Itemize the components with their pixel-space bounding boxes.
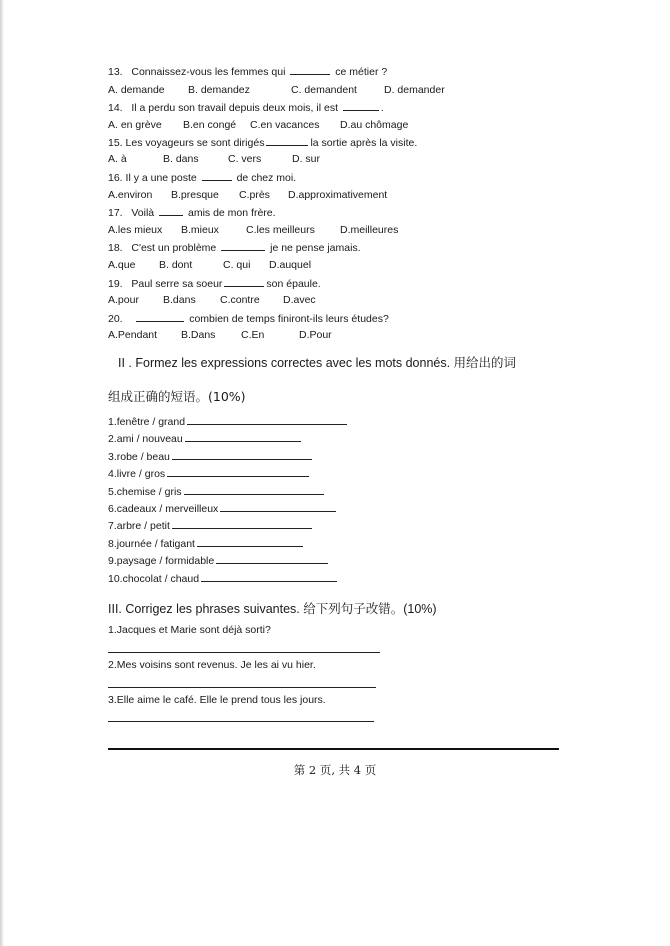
question-text: je ne pense jamais. xyxy=(270,242,361,254)
answer-line[interactable] xyxy=(167,466,309,477)
footer-rule xyxy=(108,748,559,750)
question-18 xyxy=(108,241,361,254)
answer-line[interactable] xyxy=(216,553,328,564)
question-text: C'est un problème xyxy=(131,242,217,254)
question-number: 15. xyxy=(108,137,123,149)
expression-item: 9.paysage / formidable xyxy=(108,553,330,567)
expression-item: 1.fenêtre / grand xyxy=(108,414,349,428)
option-c[interactable]: C.près xyxy=(239,189,270,201)
option-b[interactable]: B. demandez xyxy=(188,84,250,96)
question-text: Il a perdu son travail depuis deux mois, il est xyxy=(131,102,338,114)
answer-blank[interactable] xyxy=(221,241,265,251)
option-b[interactable]: B.mieux xyxy=(181,224,219,236)
section-2-title: II . Formez les expressions correctes avec les mots donnés. 用给出的词 xyxy=(118,356,517,370)
option-d[interactable]: D.avec xyxy=(283,294,316,306)
option-c[interactable]: C.les meilleurs xyxy=(246,224,315,236)
expression-item: 4.livre / gros xyxy=(108,466,311,480)
question-text: combien de temps finiront-ils leurs études? xyxy=(189,313,389,325)
option-d[interactable]: D.au chômage xyxy=(340,119,409,131)
answer-blank[interactable] xyxy=(290,65,330,75)
question-number: 13. xyxy=(108,66,123,78)
expression-item: 8.journée / fatigant xyxy=(108,536,305,550)
answer-blank[interactable] xyxy=(159,206,183,216)
option-c[interactable]: C. vers xyxy=(228,153,262,165)
question-number: 20. xyxy=(108,313,123,325)
question-20 xyxy=(108,312,389,325)
option-c[interactable]: C.en vacances xyxy=(250,119,320,131)
option-a[interactable]: A. en grève xyxy=(108,119,162,131)
question-16 xyxy=(108,171,296,184)
question-number: 14. xyxy=(108,102,123,114)
answer-blank[interactable] xyxy=(136,312,184,322)
answer-blank[interactable] xyxy=(202,171,232,181)
correction-item: 3.Elle aime le café. Elle le prend tous les jours. xyxy=(108,694,326,706)
question-14 xyxy=(108,101,384,114)
option-a[interactable]: A. à xyxy=(108,153,127,165)
answer-line[interactable] xyxy=(184,484,324,495)
answer-line[interactable] xyxy=(197,536,303,547)
answer-line[interactable] xyxy=(172,518,312,529)
correction-answer-line[interactable] xyxy=(108,652,380,653)
option-b[interactable]: B.en congé xyxy=(183,119,237,131)
scan-edge xyxy=(0,0,4,946)
question-text: Les voyageurs se sont dirigés xyxy=(125,137,265,149)
question-text: amis de mon frère. xyxy=(188,207,276,219)
option-c[interactable]: C. qui xyxy=(223,259,251,271)
question-13 xyxy=(108,65,387,78)
option-d[interactable]: D.auquel xyxy=(269,259,312,271)
expression-item: 3.robe / beau xyxy=(108,449,314,463)
question-text: Voilà xyxy=(131,207,155,219)
option-d[interactable]: D.Pour xyxy=(299,329,332,341)
option-a[interactable]: A.pour xyxy=(108,294,139,306)
answer-line[interactable] xyxy=(187,414,347,425)
correction-item: 1.Jacques et Marie sont déjà sorti? xyxy=(108,624,271,636)
option-b[interactable]: B. dont xyxy=(159,259,193,271)
question-text: de chez moi. xyxy=(236,172,297,184)
question-text: son épaule. xyxy=(266,278,321,290)
option-a[interactable]: A.environ xyxy=(108,189,153,201)
question-17 xyxy=(108,206,276,219)
answer-blank[interactable] xyxy=(343,101,379,111)
question-15 xyxy=(108,136,417,149)
question-text: . xyxy=(380,102,384,114)
correction-answer-line[interactable] xyxy=(108,687,376,688)
option-a[interactable]: A.Pendant xyxy=(108,329,158,341)
option-d[interactable]: D. demander xyxy=(384,84,445,96)
question-19 xyxy=(108,277,321,290)
option-d[interactable]: D. sur xyxy=(292,153,321,165)
option-c[interactable]: C.En xyxy=(241,329,265,341)
correction-item: 2.Mes voisins sont revenus. Je les ai vu hier. xyxy=(108,659,316,671)
question-number: 19. xyxy=(108,278,123,290)
expression-item: 2.ami / nouveau xyxy=(108,431,303,445)
option-d[interactable]: D.approximativement xyxy=(288,189,388,201)
question-number: 16. xyxy=(108,172,123,184)
question-number: 17. xyxy=(108,207,123,219)
question-text: ce métier ? xyxy=(335,66,388,78)
answer-line[interactable] xyxy=(201,571,337,582)
answer-line[interactable] xyxy=(220,501,336,512)
option-c[interactable]: C.contre xyxy=(220,294,260,306)
answer-blank[interactable] xyxy=(224,277,264,287)
option-d[interactable]: D.meilleures xyxy=(340,224,399,236)
expression-item: 6.cadeaux / merveilleux xyxy=(108,501,338,515)
section-2-title-cont: 组成正确的短语。(10%) xyxy=(108,389,246,404)
option-b[interactable]: B. dans xyxy=(163,153,199,165)
option-a[interactable]: A.les mieux xyxy=(108,224,163,236)
page-number: 第 2 页, 共 4 页 xyxy=(293,763,377,777)
option-b[interactable]: B.Dans xyxy=(181,329,216,341)
option-a[interactable]: A.que xyxy=(108,259,136,271)
section-3-title: III. Corrigez les phrases suivantes. 给下列句子改错。(10%) xyxy=(108,602,437,616)
question-number: 18. xyxy=(108,242,123,254)
question-text: Paul serre sa soeur xyxy=(131,278,223,290)
answer-blank[interactable] xyxy=(266,136,308,146)
question-text: Connaissez-vous les femmes qui xyxy=(131,66,286,78)
expression-item: 10.chocolat / chaud xyxy=(108,571,339,585)
question-text: Il y a une poste xyxy=(125,172,197,184)
expression-item: 5.chemise / gris xyxy=(108,484,326,498)
expression-item: 7.arbre / petit xyxy=(108,518,314,532)
answer-line[interactable] xyxy=(185,431,301,442)
correction-answer-line[interactable] xyxy=(108,721,374,722)
option-a[interactable]: A. demande xyxy=(108,84,165,96)
option-b[interactable]: B.presque xyxy=(171,189,219,201)
question-text: la sortie après la visite. xyxy=(310,137,418,149)
option-c[interactable]: C. demandent xyxy=(291,84,357,96)
option-b[interactable]: B.dans xyxy=(163,294,196,306)
answer-line[interactable] xyxy=(172,449,312,460)
